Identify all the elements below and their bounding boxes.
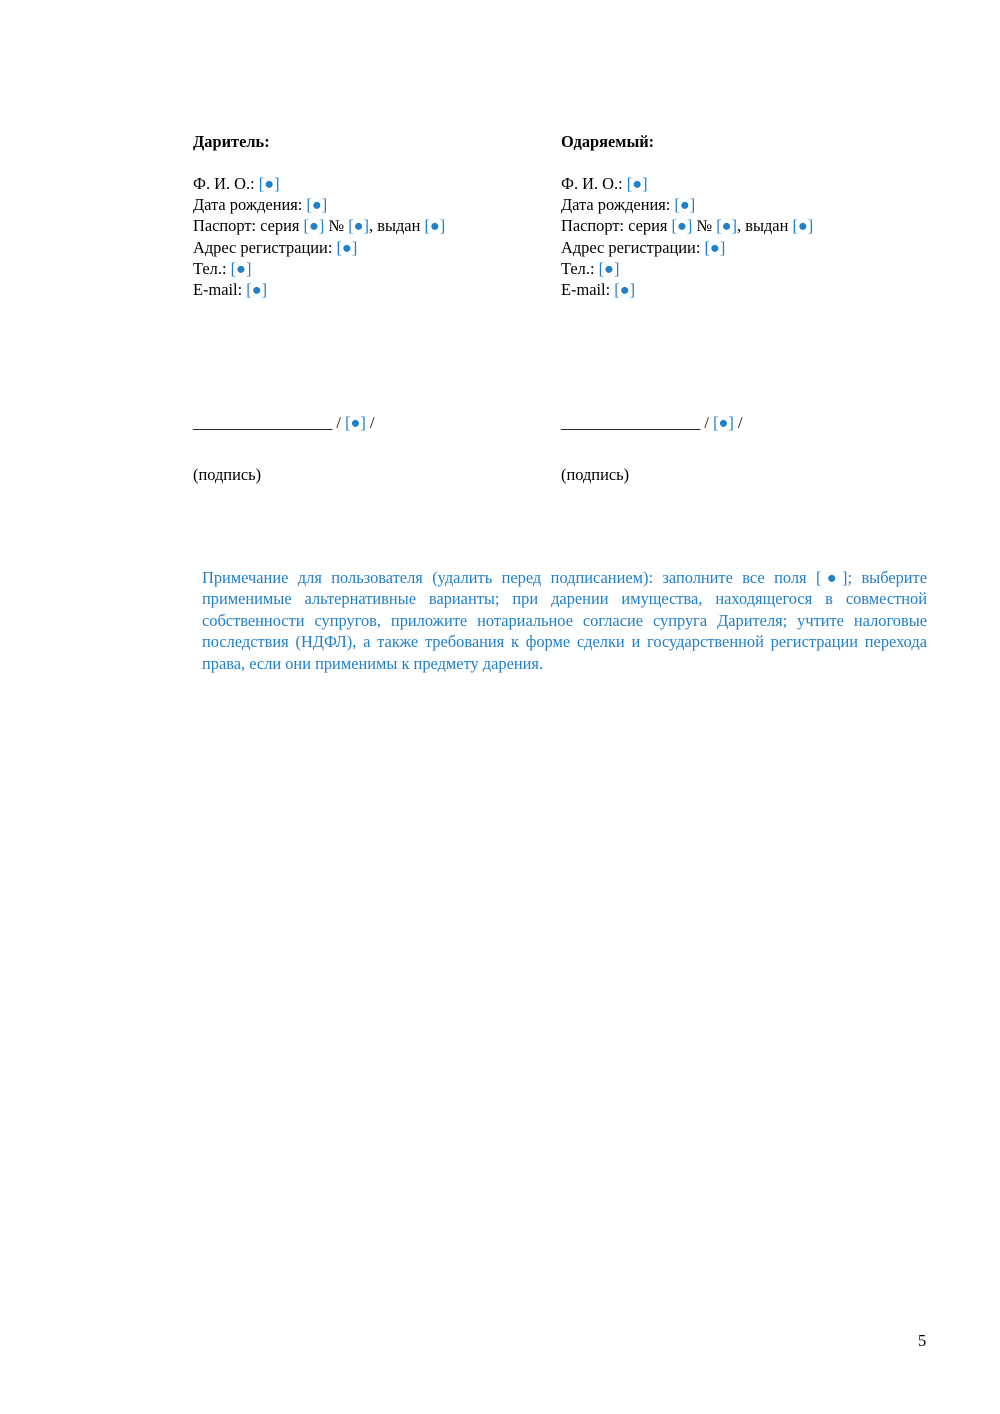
donor-passport-label: Паспорт: серия — [193, 216, 304, 236]
donor-email — [193, 279, 533, 300]
donor-phone — [193, 258, 533, 279]
placeholder: [●] — [626, 174, 648, 193]
donor-phone-label: Тел.: — [193, 258, 231, 278]
donee-email — [561, 279, 901, 300]
donee-heading: Одаряемый: — [561, 132, 655, 151]
donee-phone — [561, 258, 901, 279]
donee-birth-label: Дата рождения: — [561, 195, 675, 215]
placeholder: [●] — [306, 195, 328, 215]
donor-signature-line — [193, 412, 375, 433]
placeholder: [●] — [674, 195, 696, 215]
placeholder: [●] — [345, 413, 366, 432]
donor-passport-no-label: № — [324, 216, 349, 236]
placeholder: [●] — [336, 237, 358, 257]
signature-slash: / — [365, 413, 375, 432]
donee-passport-label: Паспорт: серия — [561, 216, 672, 236]
donor-address-label: Адрес регистрации: — [193, 237, 337, 257]
donor-birth-label: Дата рождения: — [193, 195, 307, 215]
donor-signature-caption: (подпись) — [193, 465, 262, 484]
placeholder: [●] — [598, 258, 620, 278]
donor-heading: Даритель: — [193, 132, 270, 151]
donee-passport-no-label: № — [692, 216, 717, 236]
signature-underline: _________________ / — [193, 413, 346, 432]
placeholder: [●] — [258, 174, 280, 193]
donee-passport — [561, 215, 901, 236]
donor-address — [193, 237, 533, 258]
donee-email-label: E-mail: — [561, 280, 615, 300]
donee-birth — [561, 194, 901, 215]
user-note: Примечание для пользователя (удалить перед подписанием): заполните все поля [●]; выберите применимые альтернативные варианты; при дарении имущества, находящегося в совместной собственности супругов, приложите нотариальное согласие супруга Дарителя; учтите налоговые последствия (НДФЛ), а также требования к форме сделки и государственной регистрации перехода права, если они применимы к предмету дарения. — [202, 568, 927, 673]
donee-fields — [561, 173, 901, 300]
donor-fio-label: Ф. И. О.: — [193, 174, 259, 193]
signature-slash: / — [733, 413, 743, 432]
donee-signature-caption: (подпись) — [561, 465, 630, 484]
placeholder: [●] — [792, 216, 814, 236]
donee-phone-label: Тел.: — [561, 258, 599, 278]
donee-address — [561, 237, 901, 258]
placeholder: [●] — [716, 216, 738, 236]
placeholder: [●] — [713, 413, 734, 432]
donee-address-label: Адрес регистрации: — [561, 237, 705, 257]
placeholder: [●] — [246, 280, 268, 300]
donor-fio — [193, 173, 533, 194]
donor-passport-issued-label: , выдан — [369, 216, 425, 236]
placeholder: [●] — [303, 216, 325, 236]
donee-fio-label: Ф. И. О.: — [561, 174, 627, 193]
placeholder: [●] — [671, 216, 693, 236]
donor-email-label: E-mail: — [193, 280, 247, 300]
signature-underline: _________________ / — [561, 413, 714, 432]
placeholder: [●] — [614, 280, 636, 300]
placeholder: [●] — [230, 258, 252, 278]
donee-passport-issued-label: , выдан — [737, 216, 793, 236]
placeholder: [●] — [424, 216, 446, 236]
donor-block — [193, 131, 533, 484]
placeholder: [●] — [704, 237, 726, 257]
placeholder: [●] — [348, 216, 370, 236]
donee-fio — [561, 173, 901, 194]
donor-passport — [193, 215, 533, 236]
donee-block — [561, 131, 901, 484]
donor-birth — [193, 194, 533, 215]
donor-fields — [193, 173, 533, 300]
donee-signature-line — [561, 412, 743, 433]
page-number: 5 — [918, 1331, 927, 1350]
